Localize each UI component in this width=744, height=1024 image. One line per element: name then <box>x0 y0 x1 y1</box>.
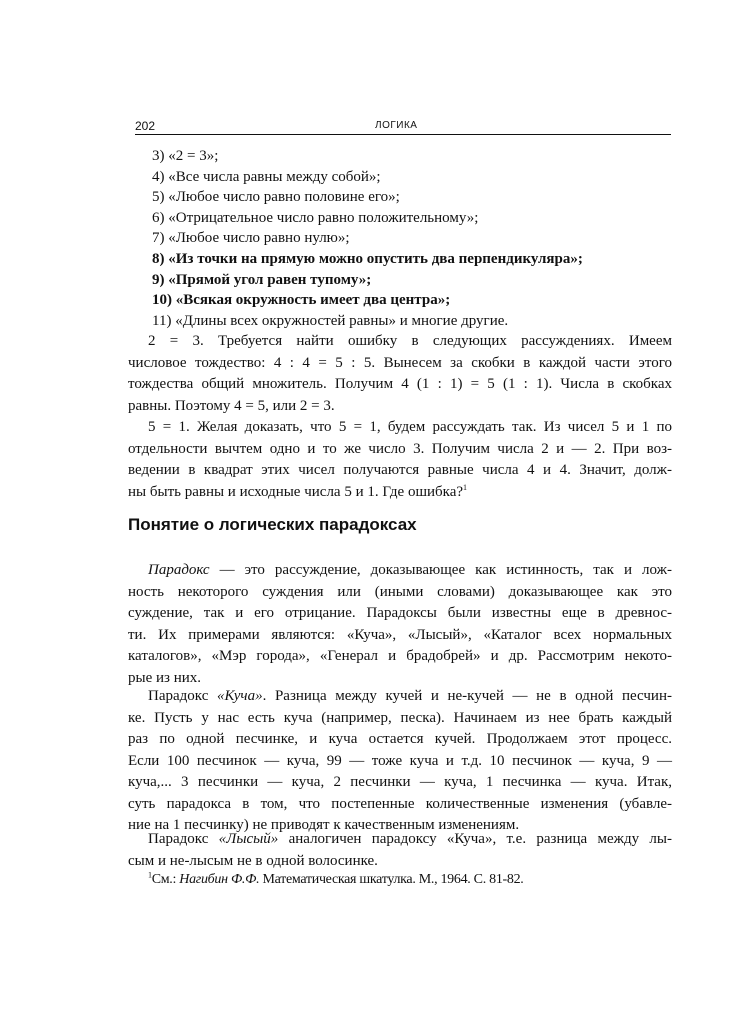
page-header <box>135 118 671 135</box>
text-line <box>128 560 672 582</box>
text-line: 5 = 1. Желая доказать, что 5 = 1, будем рассуждать так. Из чисел 5 и 1 по <box>148 419 672 435</box>
text-line: суждение, так и его отрицание. Парадоксы были известны еще в древнос- <box>128 605 672 621</box>
text-line: Если 100 песчинок — куча, 99 — тоже куча и т.д. 10 песчинок — куча, 9 — <box>128 752 672 769</box>
text-line-content: ны быть равны и исходные числа 5 и 1. Где ошибка? <box>128 483 464 500</box>
text-line: сым и не-лысым не в одной волосинке. <box>128 852 378 869</box>
footnote-prefix: См.: <box>151 872 180 887</box>
text-line-content: . Разница между кучей и не-кучей — не в одной песчин- <box>262 688 672 704</box>
text-line: ке. Пусть у нас есть куча (например, песка). Начинаем из нее брать каждый <box>128 709 672 726</box>
text-line: ние на 1 песчинку) не приводят к качественным изменениям. <box>128 817 520 833</box>
paragraph-heap <box>128 686 672 837</box>
text-line: числовое тождество: 4 : 4 = 5 : 5. Вынесем за скобки в каждой части этого <box>128 354 672 371</box>
text-line: рые из них. <box>128 669 201 686</box>
text-line <box>128 482 672 504</box>
text-line <box>128 829 672 851</box>
section-title: Понятие о логических парадоксах <box>128 515 417 534</box>
text-line: каталогов», «Мэр города», «Генерал и брадобрей» и др. Рассмотрим некото- <box>128 648 672 664</box>
text-line: ти. Их примерами являются: «Куча», «Лысый», «Каталог всех нормальных <box>128 626 672 643</box>
footnote-source: Математическая шкатулка. М., 1964. С. 81-82. <box>259 872 524 887</box>
list-item: 9) «Прямой угол равен тупому»; <box>152 271 372 288</box>
term-bald: «Лысый» <box>218 831 279 847</box>
text-line: куча,... 3 песчинки — куча, 2 песчинки — куча, 1 песчинка — куча. Итак, <box>128 774 672 790</box>
footnote-marker: 1 <box>148 870 152 880</box>
term-heap: «Куча» <box>216 688 263 704</box>
list-item: 11) «Длины всех окружностей равны» и многие другие. <box>152 312 509 329</box>
footnote-author: Нагибин Ф.Ф. <box>179 872 260 887</box>
text-line: равны. Поэтому 4 = 5, или 2 = 3. <box>128 397 335 414</box>
list-item: 7) «Любое число равно нулю»; <box>152 230 350 247</box>
text-line: ведении в квадрат этих чисел получаются равные числа 4 и 4. Значит, долж- <box>128 462 672 478</box>
text-line: отдельности вычтем одно и то же число 3. Получим числа 2 и — 2. При воз- <box>128 440 672 457</box>
paragraph-bald <box>128 829 672 872</box>
list-item: 4) «Все числа равны между собой»; <box>152 168 381 185</box>
list-item: 5) «Любое число равно половине его»; <box>152 189 400 206</box>
list-item: 6) «Отрицательное число равно положительному»; <box>152 209 479 226</box>
text-line: раз по одной песчинке, и куча остается кучей. Продолжаем этот процесс. <box>128 731 672 747</box>
text-line-lead: Парадокс <box>148 688 217 704</box>
text-line: 2 = 3. Требуется найти ошибку в следующих рассуждениях. Имеем <box>148 333 672 349</box>
paragraph-paradox-definition <box>128 560 672 689</box>
term-paradox: Парадокс <box>148 562 210 578</box>
page-number: 202 <box>135 119 156 133</box>
text-line: ность некоторого суждения или (иными словами) доказывающее как это <box>128 583 672 600</box>
text-line: тождества общий множитель. Получим 4 (1 : 1) = 5 (1 : 1). Числа в скобках <box>128 376 672 392</box>
paragraph-5-equals-1 <box>128 417 672 503</box>
text-line-lead: Парадокс <box>148 831 219 847</box>
text-line-content: — это рассуждение, доказывающее как истинность, так и лож- <box>209 562 672 578</box>
list-item: 10) «Всякая окружность имеет два центра»; <box>152 292 451 309</box>
text-line-content: аналогичен парадоксу «Куча», т.е. разница между лы- <box>278 831 672 847</box>
text-line: суть парадокса в том, что постепенные количественные изменения (убавле- <box>128 795 672 812</box>
running-title: ЛОГИКА <box>375 120 418 131</box>
footnote-marker: 1 <box>463 482 468 492</box>
paradox-list <box>152 146 682 331</box>
list-item: 3) «2 = 3»; <box>152 148 219 164</box>
list-item: 8) «Из точки на прямую можно опустить два перпендикуляра»; <box>152 250 583 267</box>
text-line <box>128 686 672 708</box>
paragraph-2-equals-3 <box>128 331 672 417</box>
footnote <box>148 870 523 890</box>
